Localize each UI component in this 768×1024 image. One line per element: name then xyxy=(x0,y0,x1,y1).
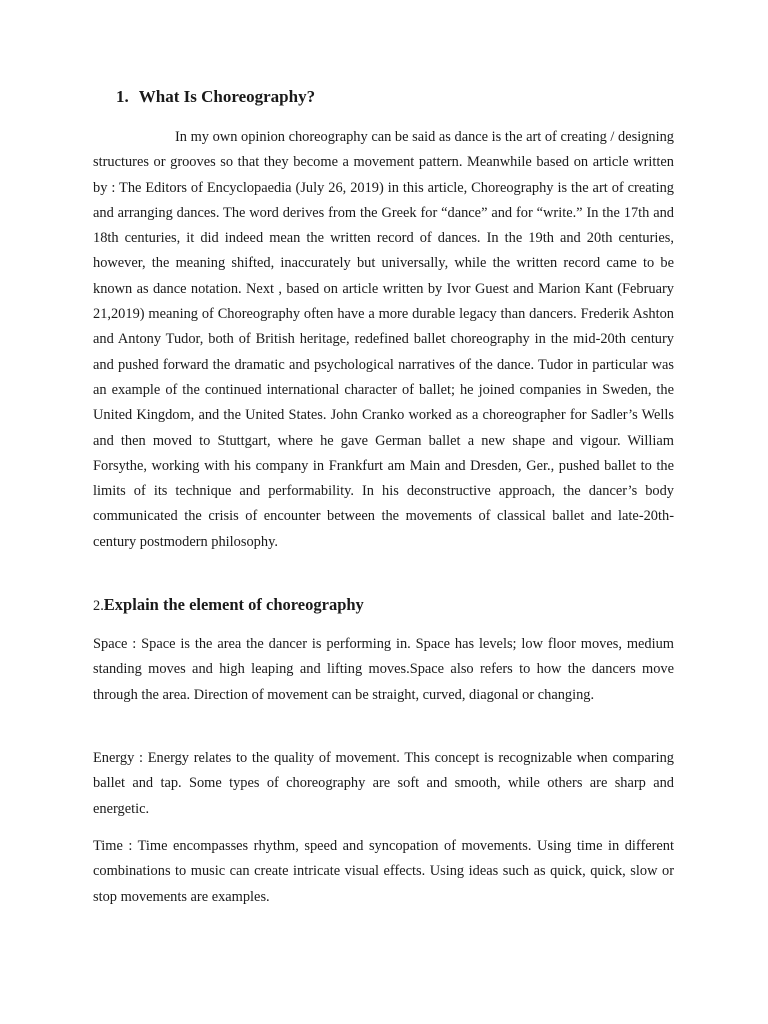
energy-paragraph: Energy : Energy relates to the quality of movement. This concept is recognizable when comparing ballet and tap. Some types of choreography are soft and smooth, while others are sharp and energetic. xyxy=(93,750,674,817)
section-2-number: 2. xyxy=(93,598,104,614)
time-paragraph: Time : Time encompasses rhythm, speed and syncopation of movements. Using time in different combinations to music can create intricate visual effects. Using ideas such as quick, quick, slow or stop movements are examples. xyxy=(93,838,674,905)
space-paragraph: Space : Space is the area the dancer is performing in. Space has levels; low floor moves, medium standing moves and high leaping and lifting moves.Space also refers to how the dancers move through the area. Direction of movement can be straight, curved, diagonal or changing. xyxy=(93,636,674,703)
section-1-number: 1. xyxy=(116,87,129,106)
section-1-paragraph: In my own opinion choreography can be said as dance is the art of creating / designing structures or grooves so that they become a movement pattern. Meanwhile based on article written by : The Editors of Encyclopaedia (July 26, 2019) in this article, Choreography is the art of creating and arranging dances. The word derives from the Greek for “dance” and for “write.” In the 17th and 18th centuries, it did indeed mean the written record of dances. In the 19th and 20th centuries, however, the meaning shifted, inaccurately but universally, while the written record came to be known as dance notation. Next , based on article written by Ivor Guest and Marion Kant (February 21,2019) meaning of Choreography often have a more durable legacy than dancers. Frederik Ashton and Antony Tudor, both of British heritage, redefined ballet choreography in the mid-20th century and pushed forward the dramatic and psychological narratives of the dance. Tudor in particular was an example of the continued international character of ballet; he joined companies in Sweden, the United Kingdom, and the United States. John Cranko worked as a choreographer for Sadler’s Wells and then moved to Stuttgart, where he gave German ballet a new shape and vigour. William Forsythe, working with his company in Frankfurt am Main and Dresden, Ger., pushed ballet to the limits of its technique and performability. In his deconstructive approach, the dancer’s body communicated the crisis of encounter between the movements of classical ballet and late-20th-century postmodern philosophy. xyxy=(93,129,674,550)
section-2-title: Explain the element of choreography xyxy=(103,595,364,614)
section-2-heading xyxy=(93,594,364,617)
section-1-title: What Is Choreography? xyxy=(138,87,316,106)
section-1-heading xyxy=(116,86,315,108)
